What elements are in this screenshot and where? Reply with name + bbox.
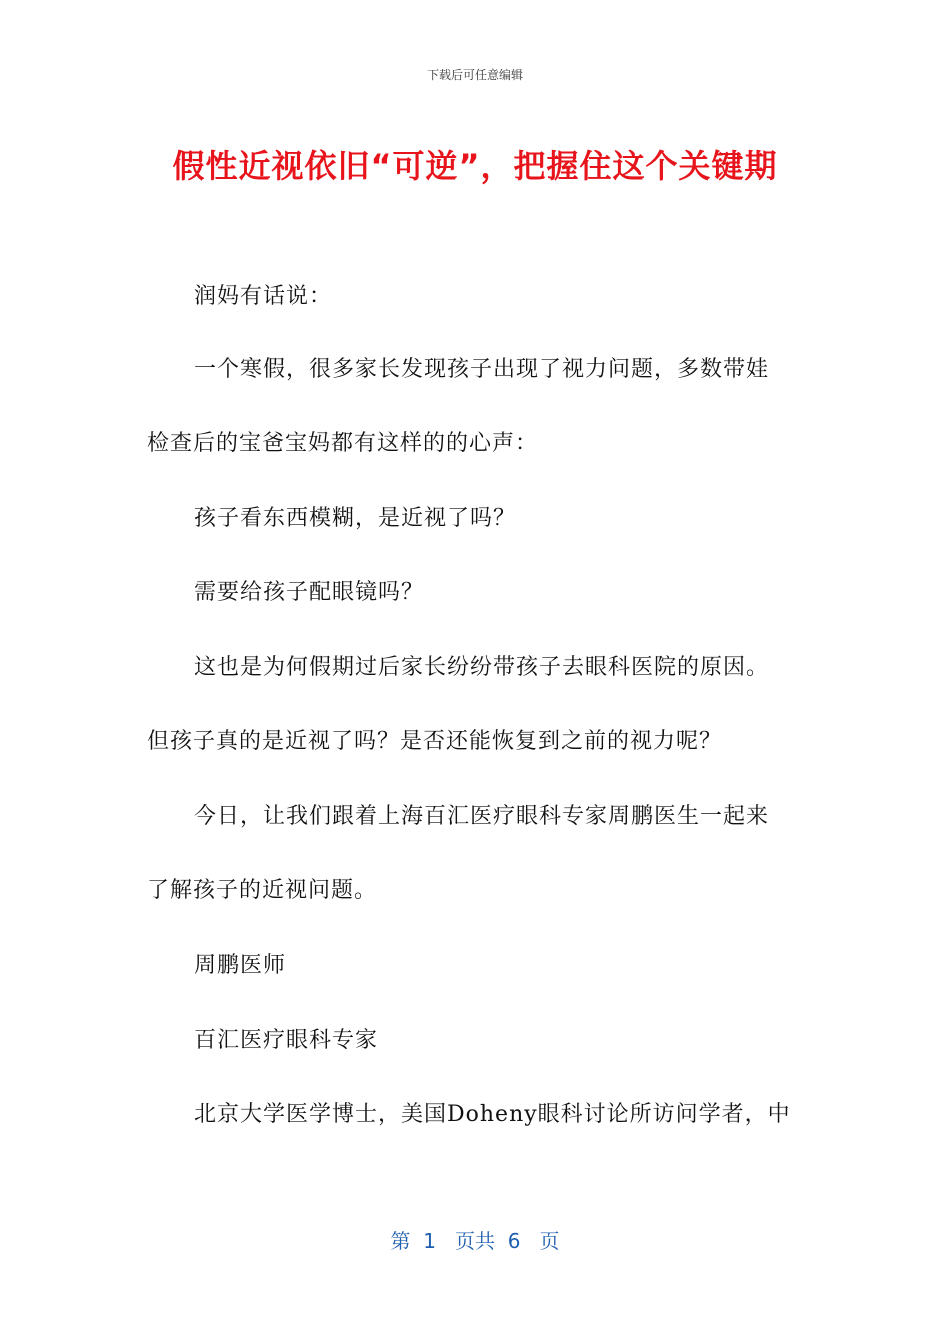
paragraph-line: 百汇医疗眼科专家 — [194, 1028, 379, 1053]
page-footer: 第 1 页共 6 页 — [390, 1229, 560, 1253]
paragraph-line: 北京大学医学博士，美国Doheny眼科讨论所访问学者，中 — [194, 1102, 791, 1127]
paragraph-line: 今日，让我们跟着上海百汇医疗眼科专家周鹏医生一起来 — [194, 804, 770, 829]
paragraph-line: 但孩子真的是近视了吗？是否还能恢复到之前的视力呢？ — [147, 729, 723, 754]
paragraph-line: 润妈有话说： — [194, 284, 333, 309]
paragraph-line: 了解孩子的近视问题。 — [147, 878, 378, 903]
paragraph-line: 孩子看东西模糊，是近视了吗？ — [194, 506, 517, 531]
paragraph-line: 这也是为何假期过后家长纷纷带孩子去眼科医院的原因。 — [194, 655, 770, 680]
paragraph-line: 周鹏医师 — [194, 953, 287, 978]
paragraph-line: 检查后的宝爸宝妈都有这样的的心声： — [147, 431, 539, 456]
paragraph-line: 需要给孩子配眼镜吗？ — [194, 580, 425, 605]
document-title: 假性近视依旧“可逆”，把握住这个关键期 — [172, 147, 778, 185]
paragraph-line: 一个寒假，很多家长发现孩子出现了视力问题，多数带娃 — [194, 357, 770, 382]
header-note: 下载后可任意编辑 — [426, 68, 523, 82]
